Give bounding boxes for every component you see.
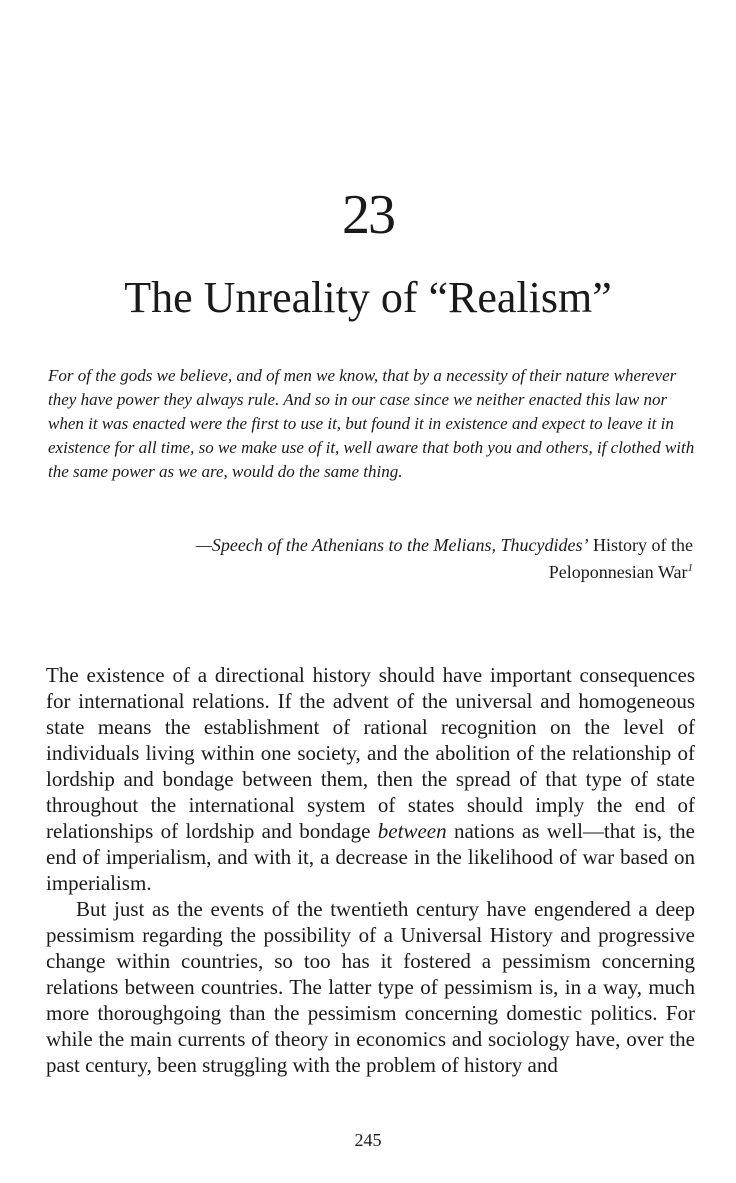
paragraph-1-emphasis: between [377,819,447,843]
attribution-prefix: —Speech of the Athenians to the Melians, Thucydides’ [195,535,589,555]
epigraph-attribution [110,532,693,586]
paragraph-1-start: The existence of a directional history should have important consequences for international relations. If the advent of the universal and homogeneous state means the establishment of rational recognition on the level of individuals living within one society, and the abolition of the relationship of lordship and bondage between them, then the spread of that type of state throughout the international system of states should imply the end of relationships of lordship and bondage [46,663,695,843]
chapter-title: The Unreality of “Realism” [124,273,612,322]
paragraph-1 [46,662,695,896]
chapter-body [46,662,695,1078]
epigraph-quote: For of the gods we believe, and of men we know, that by a necessity of their nature wherever they have power they always rule. And so in our case since we neither enacted this law nor when it was enacted were the first to use it, but found it in existence and expect to leave it in existence for all time, so we make use of it, well aware that both you and others, if clothed with the same power as we are, would do the same thing. [48,366,695,481]
paragraph-1-end: nations as well—that is, the end of imperialism, and with it, a decrease in the likelihood of war based on imperialism. [46,819,696,895]
chapter-number: 23 [342,184,394,246]
attribution-work: History of the Peloponnesian War [548,535,693,582]
footnote-mark: 1 [687,562,693,574]
page-number: 245 [354,1130,382,1150]
paragraph-2: But just as the events of the twentieth century have engendered a deep pessimism regarding the possibility of a Universal History and progressive change within countries, so too has it fostered a pessimism concerning relations between countries. The latter type of pessimism is, in a way, much more thoroughgoing than the pessimism concerning domestic politics. For while the main currents of theory in economics and sociology have, over the past century, been struggling with the problem of history and [46,897,695,1077]
